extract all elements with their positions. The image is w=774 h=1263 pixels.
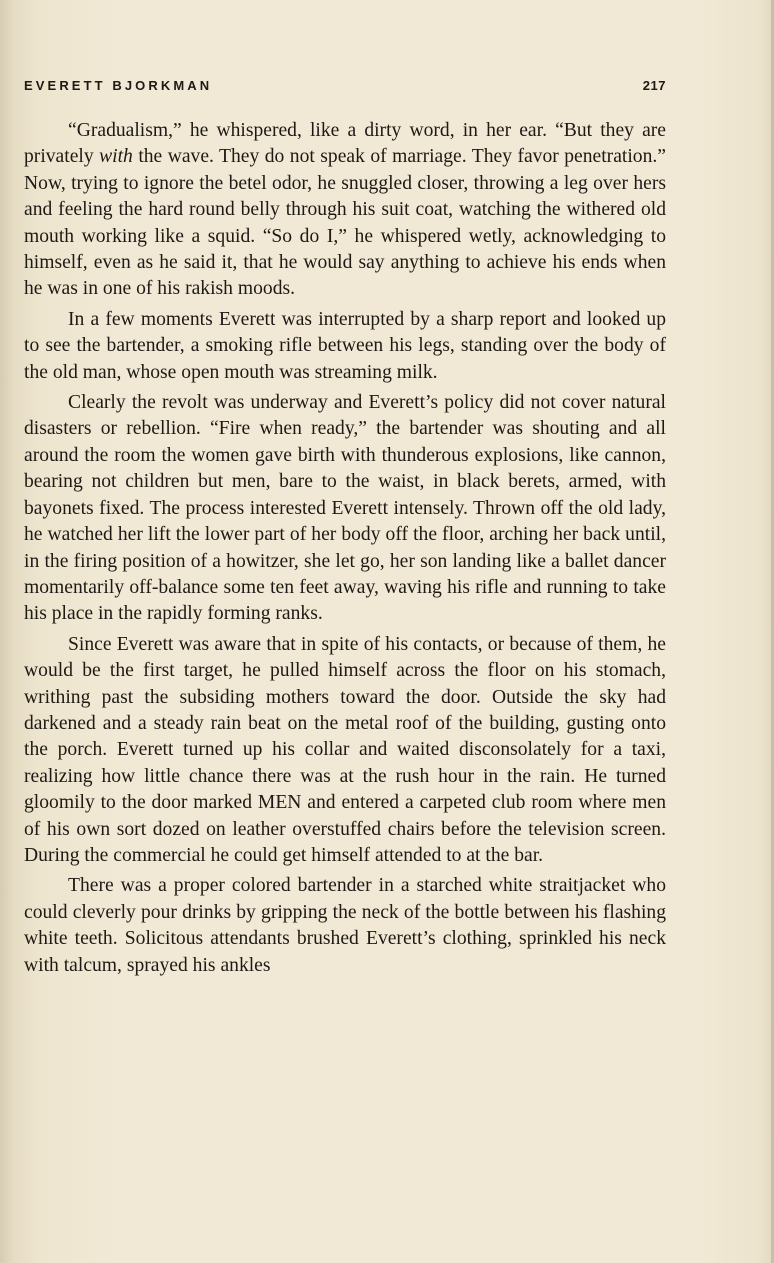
emphasized-word: with — [99, 146, 133, 168]
paragraph-1 — [24, 118, 666, 303]
paragraph-5: There was a proper colored bartender in a starched white straitjacket who could cleverly pour drinks by gripping the neck of the bottle between his flashing white teeth. Solicitous attendants brushed Everett’s clothing, sprinkled his neck with talcum, sprayed his ankles — [24, 875, 666, 976]
paragraph-4: Since Everett was aware that in spite of his contacts, or because of them, he would be the first target, he pulled himself across the floor on his stomach, writhing past the subsiding mothers toward the door. Outside the sky had darkened and a steady rain beat on the metal roof of the building, gusting onto the porch. Everett turned up his collar and waited disconsolately for a taxi, realizing how little chance there was at the rush hour in the rain. He turned gloomily to the door marked MEN and entered a carpeted club room where men of his own sort dozed on leather overstuffed chairs before the television screen. During the commercial he could get himself attended to at the bar. — [24, 633, 666, 866]
running-head — [24, 76, 666, 96]
paragraph-1-text-end: the wave. They do not speak of marriage. They favor penetration.” Now, trying to ignore the betel odor, he snuggled closer, throwing a leg over hers and feeling the hard round belly through his suit coat, watching the withered old mouth working like a squid. “So do I,” he whispered wetly, acknowledging to himself, even as he said it, that he would say anything to achieve his ends when he was in one of his rakish moods. — [24, 146, 666, 300]
body-text — [24, 118, 666, 979]
paragraph-3: Clearly the revolt was underway and Everett’s policy did not cover natural disasters or rebellion. “Fire when ready,” the bartender was shouting and all around the room the women gave birth with thunderous explosions, like cannon, bearing not children but men, bare to the waist, in black berets, armed, with bayonets fixed. The process interested Everett intensely. Thrown off the old lady, he watched her lift the lower part of her body off the floor, arching her back until, in the firing position of a howitzer, she let go, her son landing like a ballet dancer momentarily off-balance some ten feet away, waving his rifle and running to take his place in the rapidly forming ranks. — [24, 392, 666, 625]
paragraph-2: In a few moments Everett was interrupted by a sharp report and looked up to see the bartender, a smoking rifle between his legs, standing over the body of the old man, whose open mouth was streaming milk. — [24, 308, 666, 383]
paragraph-1-text-start: “Gradualism,” he whispered, like a dirty word, in her ear. “But they are privately — [24, 120, 666, 168]
page-number: 217 — [642, 78, 666, 93]
running-title: EVERETT BJORKMAN — [24, 78, 213, 93]
